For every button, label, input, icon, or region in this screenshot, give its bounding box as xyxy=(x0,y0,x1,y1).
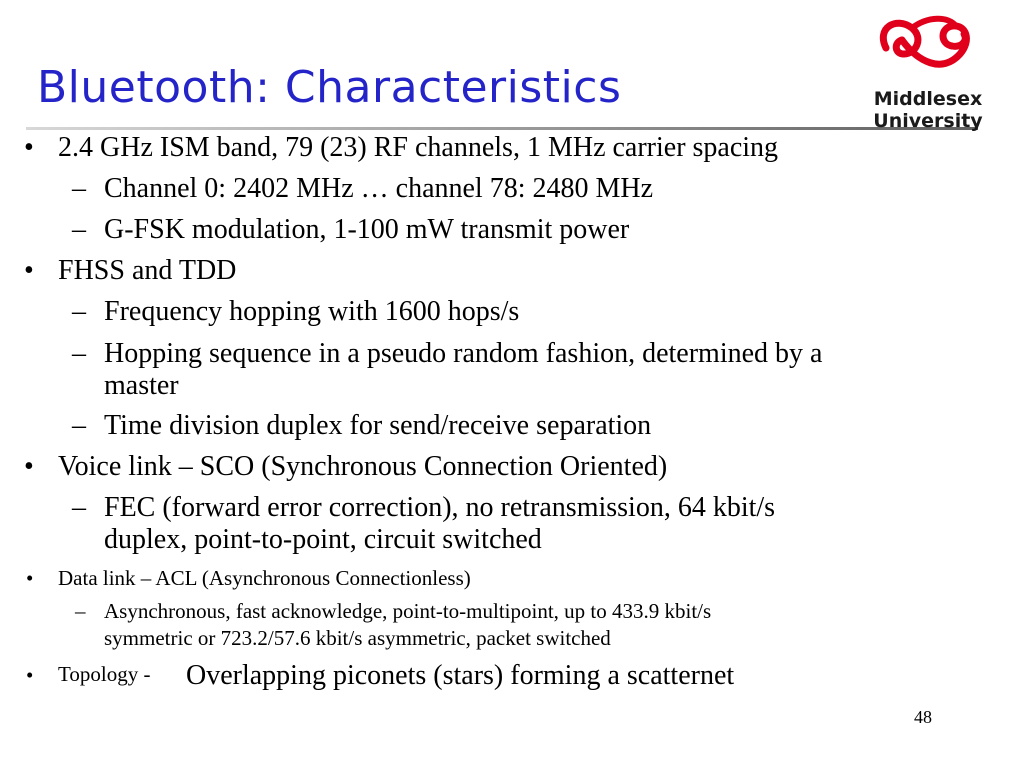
logo-line-2: University xyxy=(873,110,983,132)
sub-bullet-marker: – xyxy=(72,410,86,441)
bullet-text-small: Topology - xyxy=(58,662,151,686)
sub-bullet-text: G-FSK modulation, 1-100 mW transmit power xyxy=(104,214,630,245)
logo-line-1: Middlesex xyxy=(873,88,983,110)
sub-bullet-text: Frequency hopping with 1600 hops/s xyxy=(104,296,520,327)
bullet-marker: • xyxy=(26,566,34,590)
sub-bullet-marker: – xyxy=(72,492,86,523)
bullet-text: Voice link – SCO (Synchronous Connection Oriented) xyxy=(58,451,668,482)
bullet-text: 2.4 GHz ISM band, 79 (23) RF channels, 1 MHz carrier spacing xyxy=(58,132,779,163)
sub-bullet-text: Channel 0: 2402 MHz … channel 78: 2480 MHz xyxy=(104,173,654,204)
sub-bullet-text: FEC (forward error correction), no retransmission, 64 kbit/s xyxy=(104,492,776,523)
slide-title: Bluetooth: Characteristics xyxy=(37,62,622,113)
bullet-text: Data link – ACL (Asynchronous Connectionless) xyxy=(58,566,471,590)
bullet-marker: • xyxy=(24,255,34,286)
bullet-marker: • xyxy=(24,451,34,482)
bullet-marker: • xyxy=(26,663,34,687)
page-number: 48 xyxy=(914,707,932,727)
sub-bullet-continuation: duplex, point-to-point, circuit switched xyxy=(104,524,542,555)
sub-bullet-text: Time division duplex for send/receive separation xyxy=(104,410,652,441)
sub-bullet-marker: – xyxy=(75,599,86,623)
bullet-text: FHSS and TDD xyxy=(58,255,237,286)
sub-bullet-text: Hopping sequence in a pseudo random fashion, determined by a xyxy=(104,338,823,369)
sub-bullet-marker: – xyxy=(72,338,86,369)
sub-bullet-marker: – xyxy=(72,296,86,327)
bullet-marker: • xyxy=(24,132,34,163)
sub-bullet-continuation: master xyxy=(104,370,179,401)
sub-bullet-text: Asynchronous, fast acknowledge, point-to-multipoint, up to 433.9 kbit/s xyxy=(104,599,712,623)
bullet-text-large: Overlapping piconets (stars) forming a scatternet xyxy=(186,660,735,691)
sub-bullet-marker: – xyxy=(72,214,86,245)
sub-bullet-continuation: symmetric or 723.2/57.6 kbit/s asymmetric, packet switched xyxy=(104,626,611,650)
sub-bullet-marker: – xyxy=(72,173,86,204)
